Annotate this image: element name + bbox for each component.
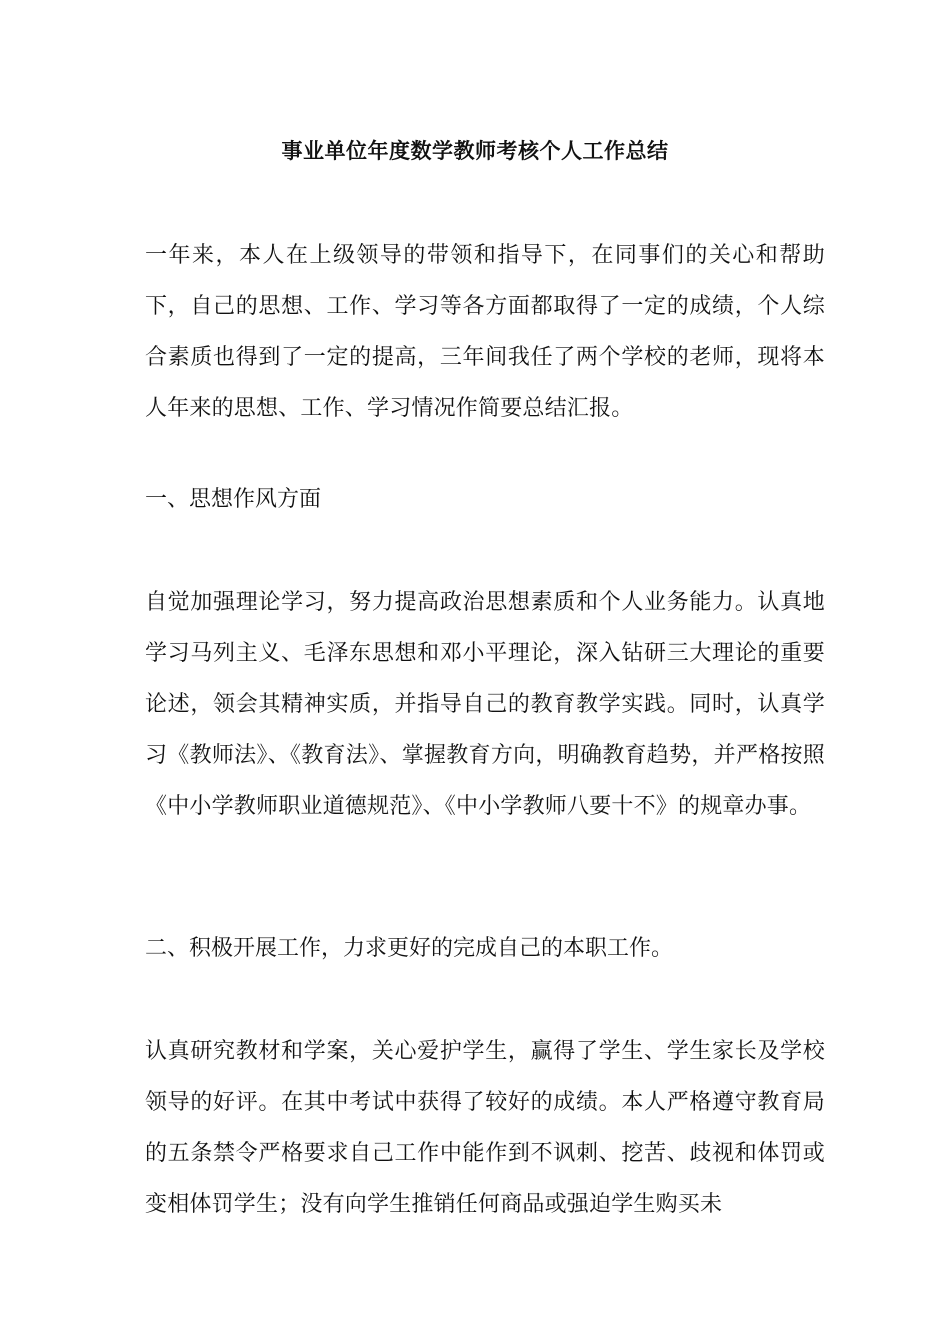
section-1-paragraph: 自觉加强理论学习，努力提高政治思想素质和个人业务能力。认真地学习马列主义、毛泽东思想和邓小平理论，深入钻研三大理论的重要论述，领会其精神实质，并指导自己的教育教学实践。同时，认真学习《教师法》、《教育法》、掌握教育方向，明确教育趋势，并严格按照《中小学教师职业道德规范》、《中小学教师八要十不》的规章办事。 (145, 590, 825, 819)
section-heading-1: 一、思想作风方面 (145, 487, 322, 512)
intro-paragraph: 一年来，本人在上级领导的带领和指导下，在同事们的关心和帮助下，自己的思想、工作、学习等各方面都取得了一定的成绩，个人综合素质也得到了一定的提高，三年间我任了两个学校的老师，现将本人年来的思想、工作、学习情况作简要总结汇报。 (145, 243, 825, 421)
document-title: 事业单位年度数学教师考核个人工作总结 (281, 138, 669, 163)
section-2-paragraph: 认真研究教材和学案，关心爱护学生，赢得了学生、学生家长及学校领导的好评。在其中考试中获得了较好的成绩。本人严格遵守教育局的五条禁令严格要求自己工作中能作到不讽刺、挖苦、歧视和体罚或变相体罚学生；没有向学生推销任何商品或强迫学生购买未 (145, 1039, 825, 1217)
section-heading-2: 二、积极开展工作，力求更好的完成自己的本职工作。 (145, 936, 674, 961)
